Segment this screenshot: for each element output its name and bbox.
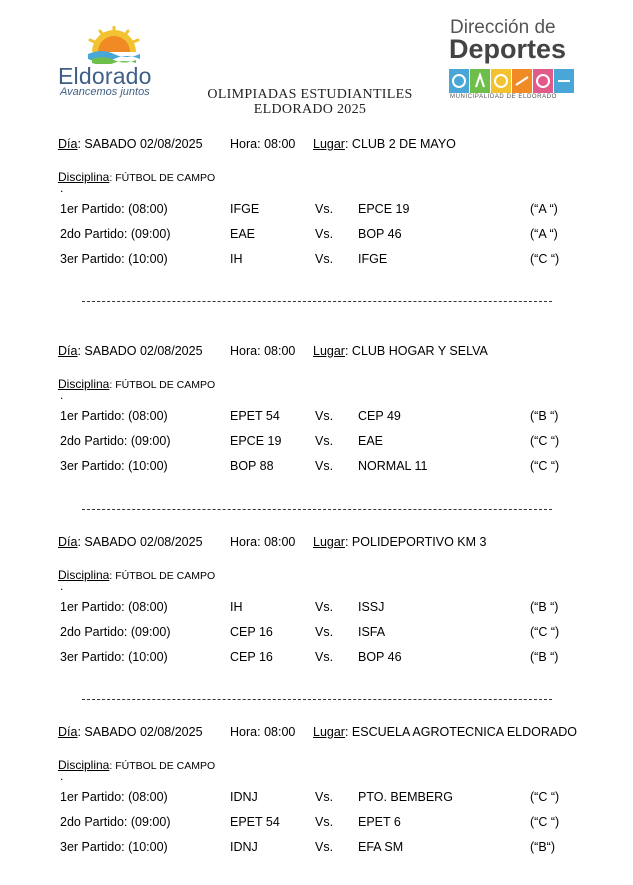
schedule-block [58,535,578,685]
lugar-value: : POLIDEPORTIVO KM 3 [344,535,487,549]
match-away-team: CEP 49 [358,409,401,423]
match-vs: Vs. [315,650,334,664]
match-away-team: EFA SM [358,840,404,854]
hora-label: Hora: [230,725,261,739]
match-home-team: IH [230,252,243,266]
match-partido: 3er Partido: (10:00) [60,252,168,266]
direccion-deportes-logo [447,16,577,102]
sun-river-logo-icon [86,26,142,64]
lugar-value: : ESCUELA AGROTECNICA ELDORADO [344,725,577,739]
match-partido: 1er Partido: (08:00) [60,790,168,804]
hora-value: 08:00 [264,344,296,358]
match-vs: Vs. [315,625,334,639]
match-group: (“A “) [530,202,558,216]
match-row [58,840,578,858]
hora-field [230,344,295,358]
eldorado-name: Eldorado [58,63,152,89]
match-row [58,459,578,477]
match-vs: Vs. [315,840,334,854]
dia-field [58,344,203,358]
match-group: (“A “) [530,227,558,241]
disciplina-label: Disciplina [58,170,110,184]
match-away-team: ISFA [358,625,386,639]
match-vs: Vs. [315,815,334,829]
lugar-label: Lugar [313,344,345,358]
page-title: OLIMPIADAS ESTUDIANTILES [207,87,413,102]
dia-value: : SABADO 02/08/2025 [77,535,203,549]
dia-field [58,535,203,549]
bullet-dot: . [60,181,64,195]
match-partido: 1er Partido: (08:00) [60,202,168,216]
lugar-label: Lugar [313,725,345,739]
hora-label: Hora: [230,535,261,549]
match-vs: Vs. [315,600,334,614]
match-row [58,227,578,245]
match-row [58,202,578,220]
hora-field [230,137,295,151]
match-partido: 2do Partido: (09:00) [60,434,171,448]
match-partido: 2do Partido: (09:00) [60,815,171,829]
hora-value: 08:00 [264,725,296,739]
eldorado-logo [56,26,180,100]
match-group: (“B “) [530,650,559,664]
hora-value: 08:00 [264,535,296,549]
match-away-team: EAE [358,434,384,448]
logo-footer: MUNICIPALIDAD DE ELDORADO [450,94,557,100]
match-away-team: BOP 46 [358,650,402,664]
match-away-team: ISSJ [358,600,385,614]
lugar-field [313,137,456,151]
disciplina-field [58,170,215,184]
match-away-team: PTO. BEMBERG [358,790,453,804]
eldorado-slogan: Avancemos juntos [60,86,150,98]
match-home-team: BOP 88 [230,459,274,473]
dia-value: : SABADO 02/08/2025 [77,725,203,739]
lugar-label: Lugar [313,137,345,151]
disciplina-value: : FÚTBOL DE CAMPO [109,172,216,184]
disciplina-value: : FÚTBOL DE CAMPO [109,379,216,391]
lugar-label: Lugar [313,535,345,549]
dia-field [58,137,203,151]
page-subtitle: ELDORADO 2025 [253,102,367,117]
match-home-team: IDNJ [230,840,258,854]
match-vs: Vs. [315,409,334,423]
match-vs: Vs. [315,252,334,266]
match-vs: Vs. [315,790,334,804]
disciplina-label: Disciplina [58,568,110,582]
dia-label: Día [58,137,78,151]
section-divider [82,509,552,510]
match-group: (“C “) [530,434,560,448]
match-partido: 1er Partido: (08:00) [60,600,168,614]
dia-field [58,725,203,739]
match-home-team: EPET 54 [230,409,280,423]
disciplina-label: Disciplina [58,758,110,772]
match-group: (“B“) [530,840,555,854]
logo-line1: Dirección de [450,17,556,38]
match-row [58,434,578,452]
dia-label: Día [58,344,78,358]
match-partido: 1er Partido: (08:00) [60,409,168,423]
hora-label: Hora: [230,137,261,151]
disciplina-value: : FÚTBOL DE CAMPO [109,570,216,582]
match-away-team: EPET 6 [358,815,401,829]
bullet-dot: . [60,388,64,402]
lugar-value: : CLUB 2 DE MAYO [344,137,456,151]
match-home-team: IDNJ [230,790,258,804]
bullet-dot: . [60,769,64,783]
match-row [58,815,578,833]
disciplina-field [58,758,215,772]
match-row [58,625,578,643]
match-group: (“C “) [530,459,560,473]
match-row [58,790,578,808]
match-vs: Vs. [315,434,334,448]
match-group: (“C “) [530,815,560,829]
disciplina-label: Disciplina [58,377,110,391]
schedule-block [58,725,578,875]
dia-value: : SABADO 02/08/2025 [77,137,203,151]
schedule-block [58,137,578,287]
match-partido: 3er Partido: (10:00) [60,650,168,664]
lugar-value: : CLUB HOGAR Y SELVA [344,344,488,358]
match-partido: 3er Partido: (10:00) [60,459,168,473]
disciplina-value: : FÚTBOL DE CAMPO [109,760,216,772]
match-partido: 3er Partido: (10:00) [60,840,168,854]
match-row [58,650,578,668]
match-row [58,409,578,427]
match-away-team: EPCE 19 [358,202,410,216]
match-row [58,252,578,270]
match-away-team: NORMAL 11 [358,459,428,473]
match-home-team: EAE [230,227,256,241]
logo-line2: Deportes [449,34,567,64]
match-away-team: IFGE [358,252,388,266]
match-home-team: IFGE [230,202,260,216]
match-vs: Vs. [315,459,334,473]
match-home-team: EPCE 19 [230,434,282,448]
dia-label: Día [58,535,78,549]
hora-value: 08:00 [264,137,296,151]
lugar-field [313,344,488,358]
match-home-team: CEP 16 [230,625,273,639]
match-partido: 2do Partido: (09:00) [60,227,171,241]
hora-label: Hora: [230,344,261,358]
match-group: (“B “) [530,600,559,614]
lugar-field [313,535,486,549]
match-home-team: EPET 54 [230,815,280,829]
section-divider [82,699,552,700]
match-group: (“C “) [530,252,560,266]
match-vs: Vs. [315,202,334,216]
match-home-team: IH [230,600,243,614]
match-home-team: CEP 16 [230,650,273,664]
dia-value: : SABADO 02/08/2025 [77,344,203,358]
match-group: (“B “) [530,409,559,423]
match-away-team: BOP 46 [358,227,402,241]
hora-field [230,535,295,549]
match-vs: Vs. [315,227,334,241]
match-row [58,600,578,618]
match-partido: 2do Partido: (09:00) [60,625,171,639]
dia-label: Día [58,725,78,739]
match-group: (“C “) [530,790,560,804]
hora-field [230,725,295,739]
schedule-block [58,344,578,494]
lugar-field [313,725,577,739]
match-group: (“C “) [530,625,560,639]
section-divider [82,301,552,302]
disciplina-field [58,568,215,582]
sport-icons-strip [449,69,574,93]
bullet-dot: . [60,579,64,593]
disciplina-field [58,377,215,391]
